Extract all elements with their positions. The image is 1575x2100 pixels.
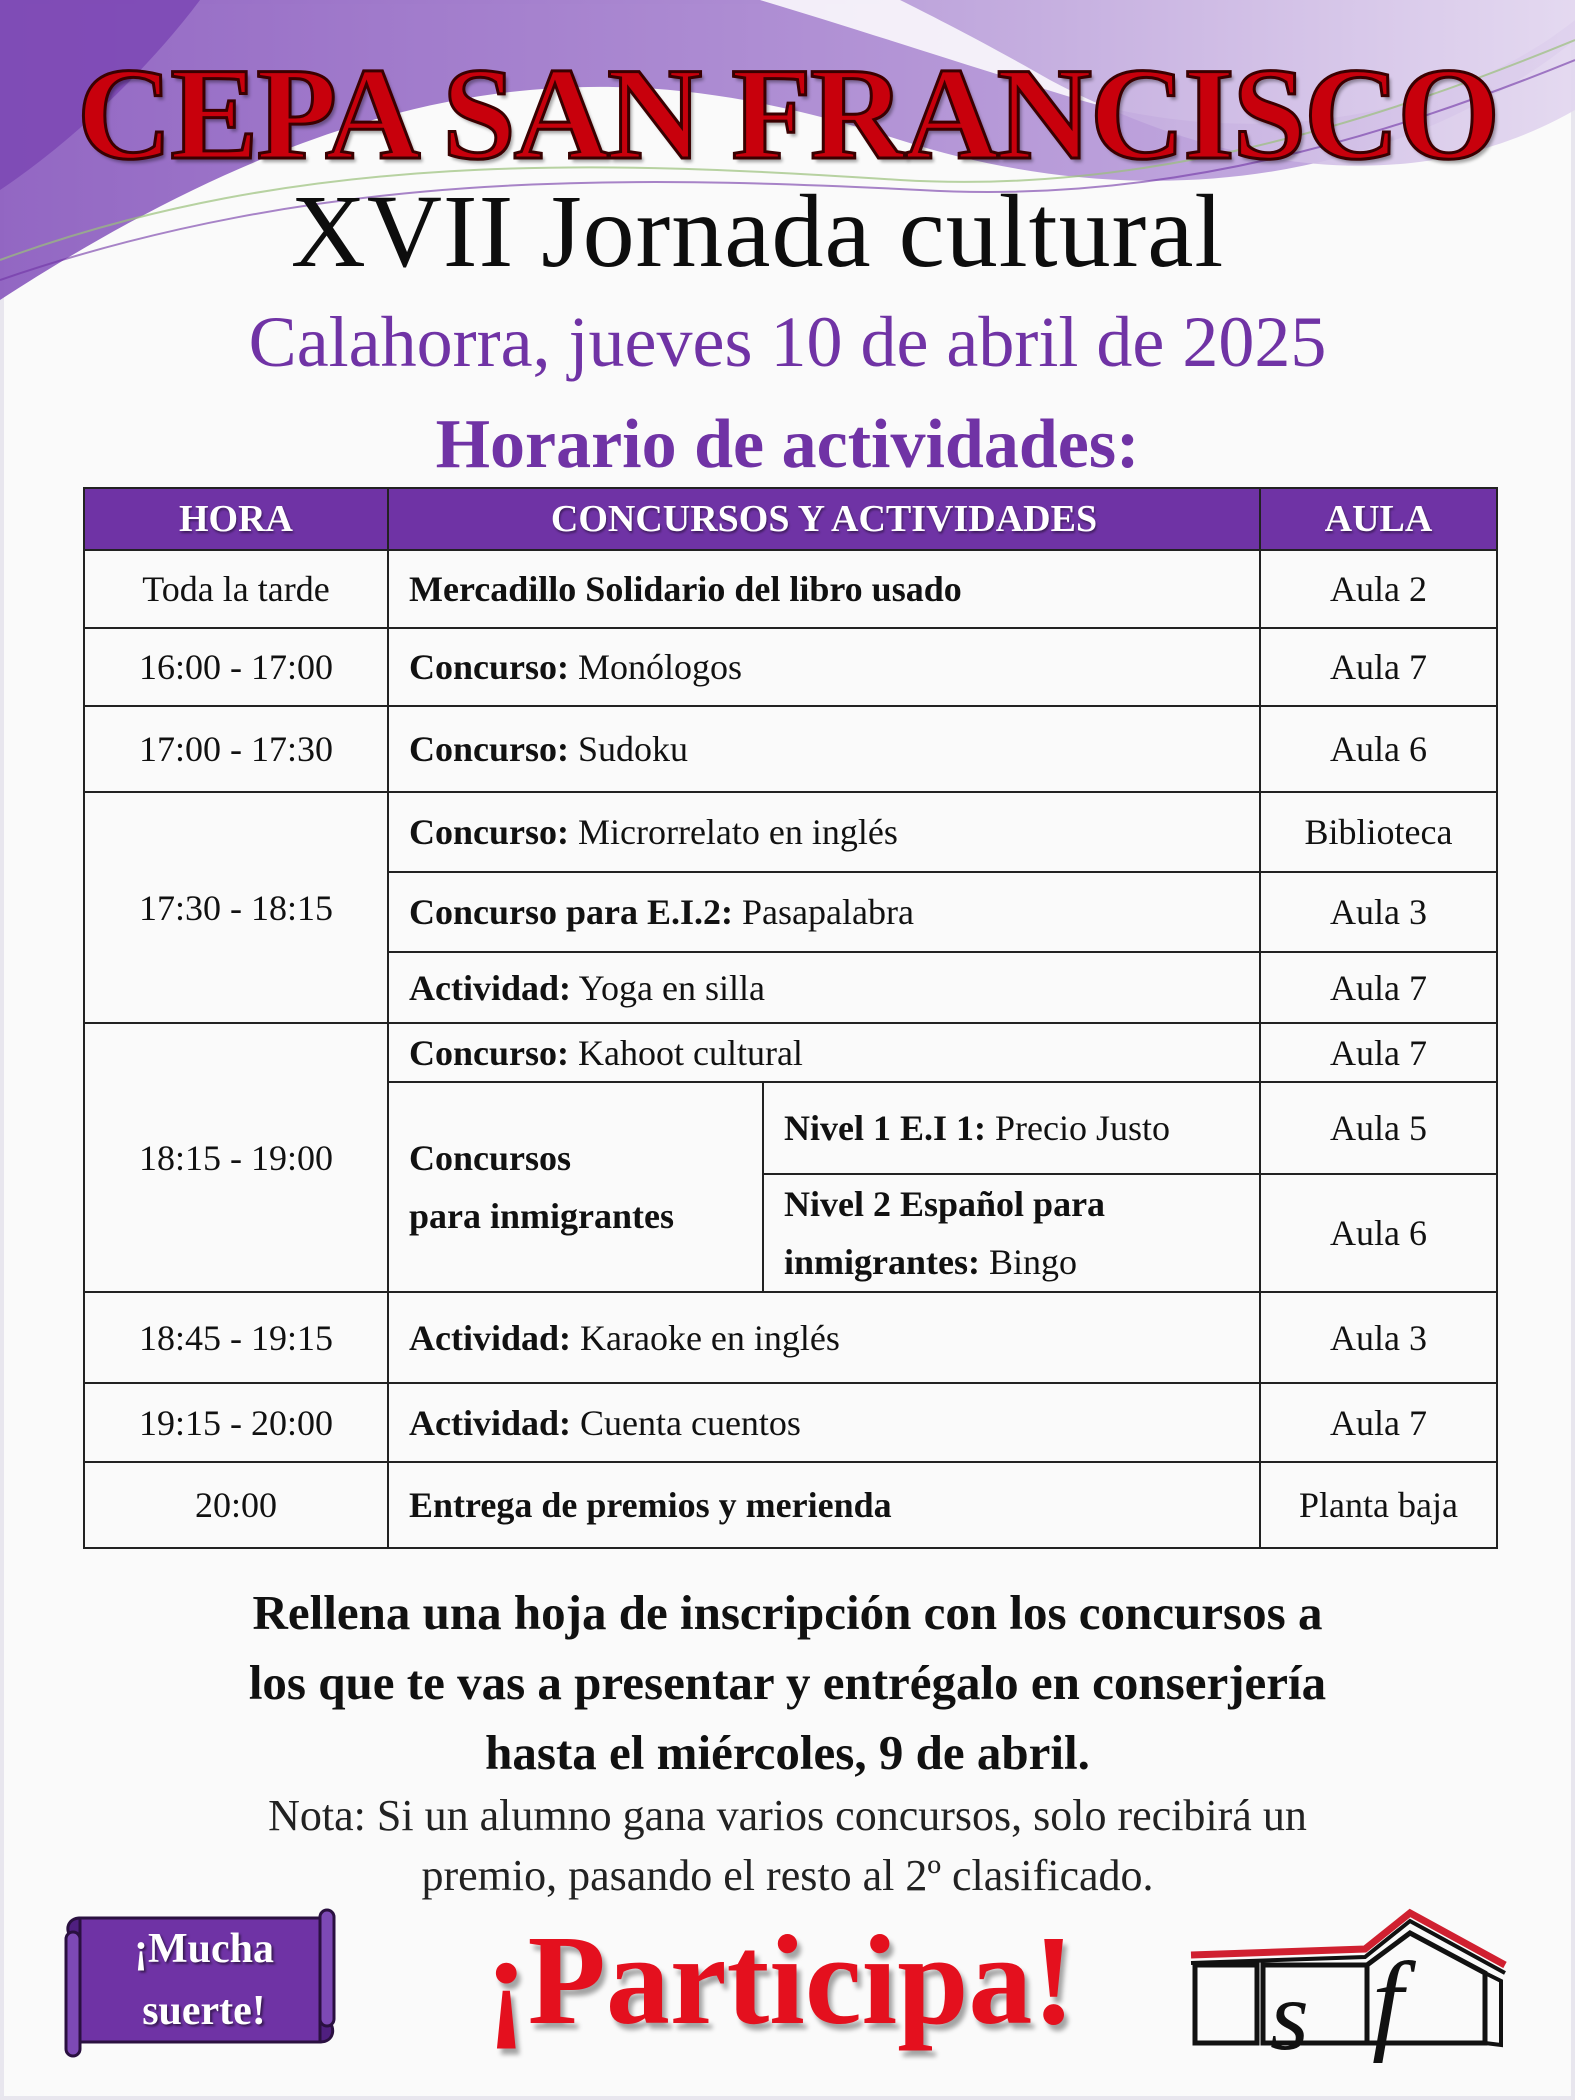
school-title: CEPA SAN FRANCISCO bbox=[76, 40, 1499, 187]
luck-line: ¡Mucha bbox=[134, 1926, 274, 1972]
table-row bbox=[84, 1292, 1497, 1383]
luck-line: suerte! bbox=[142, 1988, 266, 2034]
activity-bold: Concurso: bbox=[409, 1032, 569, 1073]
group-line1: Concursos bbox=[409, 1138, 572, 1178]
group-cell bbox=[388, 1082, 763, 1292]
activity-text: Monólogos bbox=[569, 647, 743, 687]
hora-cell: 17:00 - 17:30 bbox=[84, 706, 388, 792]
activity-cell bbox=[388, 952, 1260, 1023]
schedule-table bbox=[83, 487, 1498, 1549]
aula-cell: Biblioteca bbox=[1260, 792, 1497, 872]
activity-cell bbox=[388, 1462, 1260, 1548]
table-row bbox=[84, 550, 1497, 628]
hora-cell: 20:00 bbox=[84, 1462, 388, 1548]
activity-bold: Concurso: bbox=[409, 729, 569, 769]
activity-bold: Actividad: bbox=[409, 1402, 571, 1443]
hora-cell: Toda la tarde bbox=[84, 550, 388, 628]
activity-bold: Concurso: bbox=[409, 647, 569, 687]
note-line: Nota: Si un alumno gana varios concursos, solo recibirá un bbox=[268, 1791, 1307, 1840]
participa-slogan: ¡Participa! bbox=[485, 1909, 1075, 2051]
event-title: XVII Jornada cultural bbox=[290, 174, 1225, 289]
notice-line: los que te vas a presentar y entrégalo en conserjería bbox=[248, 1655, 1327, 1710]
activity-text: Kahoot cultural bbox=[569, 1032, 803, 1073]
notice-line: Rellena una hoja de inscripción con los concursos a bbox=[252, 1585, 1323, 1640]
activity-text: Cuenta cuentos bbox=[571, 1402, 801, 1443]
group-line2: para inmigrantes bbox=[409, 1196, 674, 1236]
table-row bbox=[84, 1023, 1497, 1082]
hora-cell: 18:15 - 19:00 bbox=[84, 1023, 388, 1292]
activity-cell bbox=[388, 872, 1260, 952]
activity-bold: Mercadillo Solidario del libro usado bbox=[409, 569, 962, 609]
header-hora: HORA bbox=[84, 488, 388, 550]
activity-bold: Concurso: bbox=[409, 812, 569, 852]
activity-cell bbox=[763, 1082, 1260, 1174]
aula-cell: Aula 3 bbox=[1260, 1292, 1497, 1383]
logo-letter-s: s bbox=[1270, 1960, 1309, 2071]
registration-notice bbox=[0, 1578, 1575, 1788]
luck-message bbox=[78, 1918, 330, 2042]
aula-cell: Aula 6 bbox=[1260, 1174, 1497, 1292]
activity-bold: Concurso para E.I.2: bbox=[409, 892, 734, 932]
activity-cell bbox=[388, 550, 1260, 628]
table-row bbox=[84, 792, 1497, 872]
notice-line: hasta el miércoles, 9 de abril. bbox=[485, 1725, 1090, 1780]
header-actividades: CONCURSOS Y ACTIVIDADES bbox=[388, 488, 1260, 550]
activity-bold: Nivel 2 Español para inmigrantes: bbox=[784, 1184, 1106, 1282]
activity-cell bbox=[388, 1023, 1260, 1082]
activity-text: Pasapalabra bbox=[733, 892, 914, 932]
aula-cell: Aula 6 bbox=[1260, 706, 1497, 792]
hora-cell: 16:00 - 17:00 bbox=[84, 628, 388, 706]
logo-letter-f: f bbox=[1372, 1940, 1404, 2064]
activity-text: Precio Justo bbox=[986, 1108, 1170, 1148]
activity-text: Bingo bbox=[979, 1242, 1077, 1282]
table-row bbox=[84, 706, 1497, 792]
table-row bbox=[84, 628, 1497, 706]
activity-cell bbox=[388, 706, 1260, 792]
aula-cell: Aula 5 bbox=[1260, 1082, 1497, 1174]
table-row bbox=[84, 1383, 1497, 1462]
activity-bold: Actividad: bbox=[409, 967, 571, 1008]
activity-cell bbox=[763, 1174, 1260, 1292]
activity-text: Yoga en silla bbox=[571, 967, 766, 1008]
hora-cell: 17:30 - 18:15 bbox=[84, 792, 388, 1023]
aula-cell: Aula 3 bbox=[1260, 872, 1497, 952]
activity-bold: Entrega de premios y merienda bbox=[409, 1485, 892, 1525]
schedule-heading: Horario de actividades: bbox=[435, 406, 1140, 483]
table-header-row bbox=[84, 488, 1497, 550]
note-line: premio, pasando el resto al 2º clasificado. bbox=[421, 1851, 1154, 1900]
aula-cell: Aula 7 bbox=[1260, 1023, 1497, 1082]
school-house-logo-icon bbox=[1185, 1905, 1515, 2055]
prize-note bbox=[0, 1786, 1575, 1906]
activity-bold: Actividad: bbox=[409, 1317, 571, 1358]
activity-cell bbox=[388, 628, 1260, 706]
activity-cell bbox=[388, 1383, 1260, 1462]
activity-text: Sudoku bbox=[569, 729, 689, 769]
activity-text: Karaoke en inglés bbox=[571, 1317, 840, 1358]
aula-cell: Aula 2 bbox=[1260, 550, 1497, 628]
table-row bbox=[84, 1462, 1497, 1548]
aula-cell: Planta baja bbox=[1260, 1462, 1497, 1548]
hora-cell: 19:15 - 20:00 bbox=[84, 1383, 388, 1462]
activity-bold: Nivel 1 E.I 1: bbox=[784, 1108, 986, 1148]
activity-cell bbox=[388, 792, 1260, 872]
header-aula: AULA bbox=[1260, 488, 1497, 550]
aula-cell: Aula 7 bbox=[1260, 628, 1497, 706]
place-date: Calahorra, jueves 10 de abril de 2025 bbox=[248, 302, 1327, 382]
aula-cell: Aula 7 bbox=[1260, 952, 1497, 1023]
activity-cell bbox=[388, 1292, 1260, 1383]
aula-cell: Aula 7 bbox=[1260, 1383, 1497, 1462]
hora-cell: 18:45 - 19:15 bbox=[84, 1292, 388, 1383]
activity-text: Microrrelato en inglés bbox=[569, 812, 898, 852]
